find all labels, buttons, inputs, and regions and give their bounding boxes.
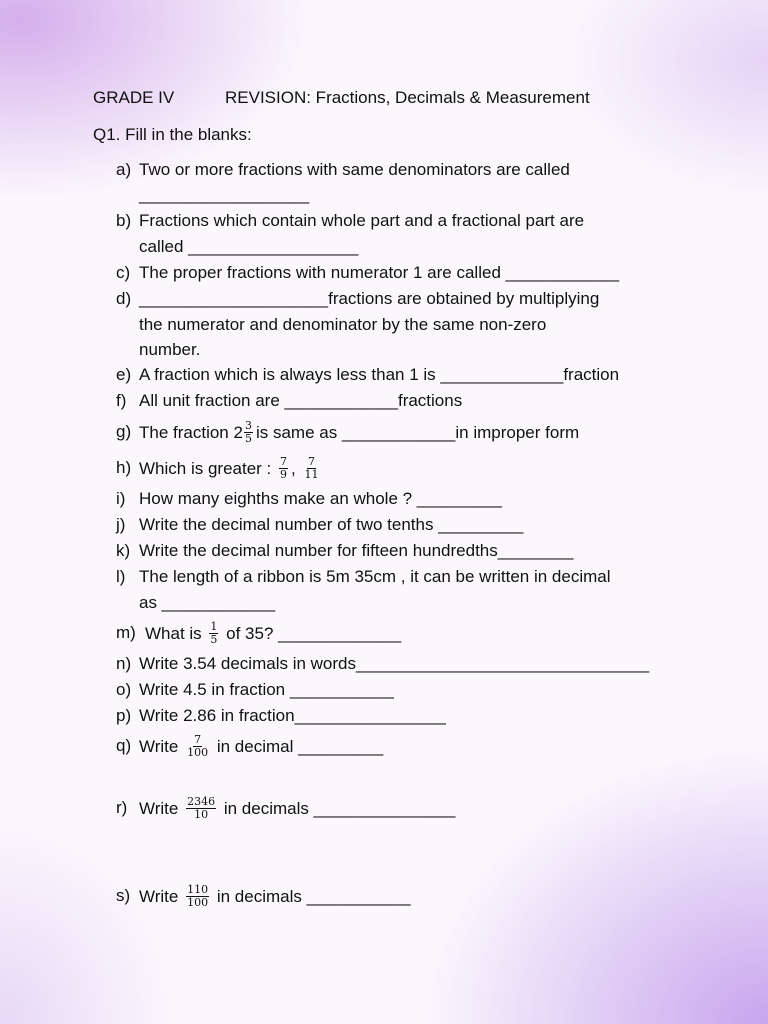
question-label: c) <box>116 263 131 282</box>
question-d-cont2: number. <box>139 340 201 359</box>
question-label: m) <box>116 623 136 642</box>
fraction-denominator: 10 <box>194 808 209 821</box>
fraction <box>303 456 319 481</box>
question-d-cont: the numerator and denominator by the same non-zero <box>139 315 547 334</box>
fraction <box>186 796 216 821</box>
fraction-denominator: 11 <box>304 468 319 481</box>
question-label: p) <box>116 706 132 725</box>
question-label: n) <box>116 654 132 673</box>
fraction-denominator: 9 <box>280 468 287 481</box>
question-prefix: Write <box>139 736 179 756</box>
fraction-numerator: 7 <box>194 733 202 746</box>
question-label: b) <box>116 211 132 230</box>
question-prefix: What is <box>145 623 202 643</box>
question-label: f) <box>116 391 127 410</box>
question-suffix: in decimals ___________ <box>216 886 411 906</box>
question-label: o) <box>116 680 132 699</box>
question-prefix: The fraction 2 <box>139 422 243 442</box>
question-prefix: Write <box>139 798 179 818</box>
question-text: How many eighths make an whole ? _________ <box>139 489 502 508</box>
fraction-numerator: 3 <box>244 419 252 432</box>
fraction-numerator: 7 <box>307 455 315 468</box>
question-text: Two or more fractions with same denominators are called <box>139 160 570 179</box>
question-suffix: in decimals _______________ <box>223 798 456 818</box>
question-text <box>139 885 411 910</box>
question-label: j) <box>116 515 126 534</box>
question-text <box>139 797 455 822</box>
question-label: i) <box>116 489 126 508</box>
question-label: e) <box>116 365 132 384</box>
question-text: Write the decimal number of two tenths _________ <box>139 515 524 534</box>
question-text: Write 3.54 decimals in words_______________________________ <box>139 654 650 673</box>
question-text: All unit fraction are ____________fractions <box>139 391 463 410</box>
section-heading: Q1. Fill in the blanks: <box>93 125 252 144</box>
question-prefix: Which is greater : <box>139 458 272 478</box>
fraction <box>209 621 218 646</box>
fraction-denominator: 5 <box>244 432 252 445</box>
fraction-numerator: 1 <box>210 620 218 633</box>
question-label: d) <box>116 289 132 308</box>
question-text <box>139 421 579 446</box>
fraction-numerator: 110 <box>187 883 209 896</box>
fraction-denominator: 100 <box>187 746 209 759</box>
question-text: Write the decimal number for fifteen hundredths________ <box>139 541 574 560</box>
question-a-blank: __________________ <box>139 185 310 204</box>
fraction <box>186 884 209 909</box>
question-label: g) <box>116 422 132 441</box>
grade-label: GRADE IV <box>93 88 175 107</box>
question-text: ____________________fractions are obtained by multiplying <box>139 289 600 308</box>
worksheet-title: REVISION: Fractions, Decimals & Measurement <box>225 88 590 107</box>
fraction-denominator: 5 <box>210 633 218 646</box>
question-label: q) <box>116 736 132 755</box>
question-label: s) <box>116 886 131 905</box>
fraction <box>244 420 253 445</box>
question-text: The proper fractions with numerator 1 are called ____________ <box>139 263 620 282</box>
question-suffix: of 35? _____________ <box>226 623 402 643</box>
question-label: l) <box>116 567 126 586</box>
question-text: Write 4.5 in fraction ___________ <box>139 680 394 699</box>
question-label: r) <box>116 798 128 817</box>
question-b-cont: called __________________ <box>139 237 359 256</box>
question-text: A fraction which is always less than 1 is _____________fraction <box>139 365 620 384</box>
question-label: h) <box>116 458 132 477</box>
fraction-denominator: 100 <box>187 896 209 909</box>
fraction <box>186 734 209 759</box>
question-text: Write 2.86 in fraction________________ <box>139 706 446 725</box>
question-label: k) <box>116 541 131 560</box>
question-text: Fractions which contain whole part and a fractional part are <box>139 211 585 230</box>
question-suffix: is same as ____________in improper form <box>255 422 580 442</box>
question-suffix: in decimal _________ <box>216 736 384 756</box>
question-l-cont: as ____________ <box>139 593 276 612</box>
separator: , <box>291 458 296 478</box>
question-text: The length of a ribbon is 5m 35cm , it can be written in decimal <box>139 567 611 586</box>
fraction-numerator: 2346 <box>187 795 216 808</box>
question-text <box>145 622 401 647</box>
question-text <box>139 457 322 482</box>
question-prefix: Write <box>139 886 179 906</box>
question-text <box>139 735 383 760</box>
fraction-numerator: 7 <box>280 455 287 468</box>
fraction <box>279 456 288 481</box>
question-label: a) <box>116 160 132 179</box>
